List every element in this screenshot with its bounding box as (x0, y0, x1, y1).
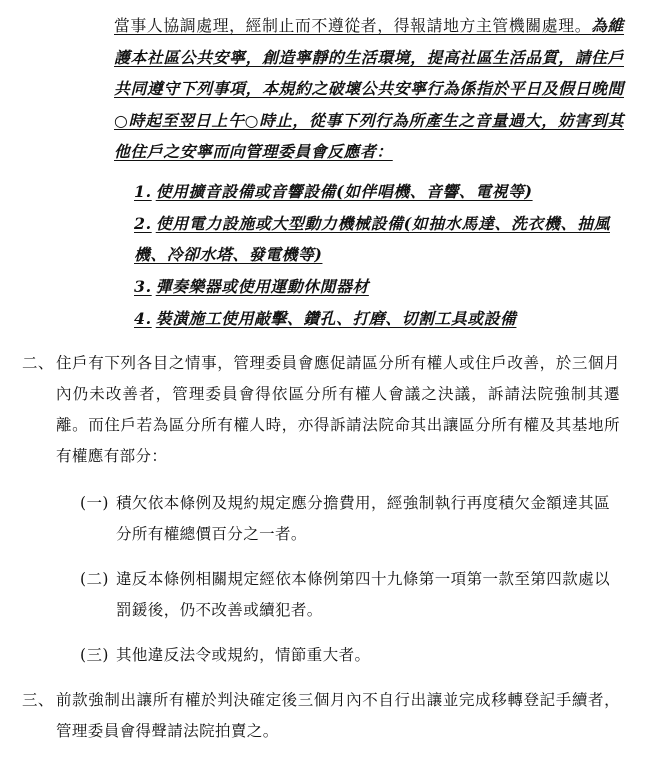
list-item-number: 3. (134, 276, 152, 296)
list-item-number: 2. (134, 213, 152, 233)
subitem-list (80, 488, 610, 671)
subitem (80, 640, 610, 671)
subitem (80, 564, 610, 626)
top-paragraph-lead: 當事人協調處理，經制止而不遵從者，得報請地方主管機關處理。 (114, 16, 592, 35)
list-item-text: 裝潢施工使用敲擊、鑽孔、打磨、切割工具或設備 (155, 308, 517, 328)
clause-three-marker: 三、 (22, 690, 54, 709)
clause-three-body: 前款強制出讓所有權於判決確定後三個月內不自行出讓並完成移轉登記手續者，管理委員會得聲請法院拍賣之。 (56, 690, 620, 740)
top-paragraph (114, 10, 624, 168)
list-item (134, 303, 610, 334)
clause-three (22, 685, 620, 747)
list-item-text: 彈奏樂器或使用運動休閒器材 (155, 276, 369, 296)
numbered-list (134, 176, 610, 334)
list-item-number: 4. (134, 308, 152, 328)
subitem-marker: (一) (80, 493, 109, 512)
clause-two-marker: 二、 (22, 353, 54, 372)
list-item-text: 使用擴音設備或音響設備(如伴唱機、音響、電視等) (155, 181, 533, 201)
list-item (134, 271, 610, 302)
top-paragraph-emphasis: 為維護本社區公共安寧，創造寧靜的生活環境，提高社區生活品質，請住戶共同遵守下列事項，本規約之破壞公共安寧行為係指於平日及假日晚間○時起至翌日上午○時止，從事下列行為所產生之音量過大，妨害到其他住戶之安寧而向管理委員會反應者： (114, 16, 625, 161)
subitem-text: 其他違反法令或規約，情節重大者。 (116, 645, 371, 664)
subitem-marker: (二) (80, 569, 109, 588)
subitem-text: 積欠依本條例及規約規定應分擔費用，經強制執行再度積欠金額達其區分所有權總價百分之一者。 (116, 493, 610, 543)
list-item-number: 1. (134, 181, 152, 201)
list-item (134, 176, 610, 207)
subitem-text: 違反本條例相關規定經依本條例第四十九條第一項第一款至第四款處以罰鍰後，仍不改善或續犯者。 (116, 569, 610, 619)
clause-two-body: 住戶有下列各目之情事，管理委員會應促請區分所有權人或住戶改善，於三個月內仍未改善者，管理委員會得依區分所有權人會議之決議，訴請法院強制其遷離。而住戶若為區分所有權人時，亦得訴請法院命其出讓區分所有權及其基地所有權應有部分： (56, 353, 620, 465)
list-item-text: 使用電力設施或大型動力機械設備(如抽水馬達、洗衣機、抽風機、冷卻水塔、發電機等) (134, 213, 610, 264)
clause-two (22, 348, 620, 472)
subitem-marker: (三) (80, 645, 109, 664)
list-item (134, 208, 610, 270)
subitem (80, 488, 610, 550)
